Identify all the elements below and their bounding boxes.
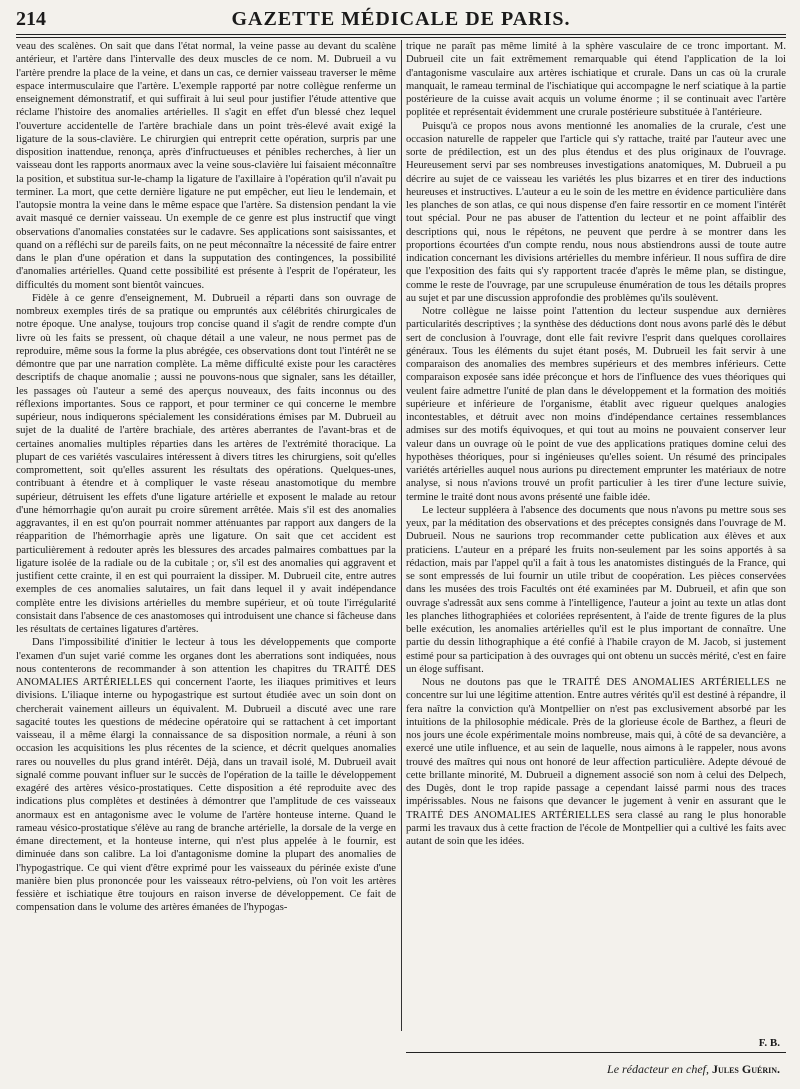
paragraph: Le lecteur suppléera à l'absence des documents que nous n'avons pu mettre sous ses yeux, par la méditation des observations et des préceptes consignés dans l'ouvrage de M. Dubrueil. Nous ne saurions trop recommander cette publication aux élèves et aux praticiens. L'auteur en a préparé les fruits non-seulement par les soins apportés à sa rédaction, mais par l'appel qu'il a fait à tous les anatomistes distingués de la France, qui se sont empressés de lui fournir un utile tribut de coopération. Les pièces conservées dans les musées des trois Facultés ont été examinées par M. Dubrueil, et afin que son ouvrage s'adressât aux sens comme à l'intelligence, l'auteur a joint au texte un atlas dont les planches lithographiées et coloriées représentent, à l'aide de trente figures de la plus belle exécution, les anomalies artérielles qu'il est le plus important de connaître. Une partie du dessin lithographique a été confié à l'habile crayon de M. Jacob, si justement estimé pour sa participation à des ouvrages qui ont obtenu un succès mérité, c'est en faire un éloge suffisant.	[406, 504, 786, 675]
paragraph: Nous ne doutons pas que le TRAITÉ DES ANOMALIES ARTÉRIELLES ne concentre sur lui une légitime attention. Entre autres vérités qu'il est destiné à répandre, il fera naître la conviction qu'à Montpellier on n'est pas exclusivement absorbé par les intuitions de la philosophie médicale. Près de la glorieuse école de Barthez, a fleuri de nos jours une école expérimentale moins nombreuse, mais qui, à côté de sa devancière, a exercé une utile influence, et au sein de laquelle, nous aimons à le rappeler, nous avons trouvé des maîtres qui nous ont honoré de leur affection particulière. Adepte dévoué de cette brillante minorité, M. Dubrueil a dignement associé son nom à celui des Delpech, des Dugès, dont le trop rapide passage a cependant laissé parmi nous des traces impérissables. Nous ne faisons que devancer le jugement à venir en assurant que le TRAITÉ DES ANOMALIES ARTÉRIELLES sera classé au rang le plus honorable parmi les travaux dus à cette fraction de l'école de Montpellier qui a cultivé les faits avec autant de soin que les idées.	[406, 677, 786, 847]
left-column	[16, 40, 396, 1031]
author-signature: F. B.	[758, 1037, 780, 1049]
editor-label: Le rédacteur en chef,	[607, 1062, 709, 1076]
paragraph: Puisqu'à ce propos nous avons mentionné les anomalies de la crurale, c'est une occasion naturelle de rappeler que l'article qui s'y rattache, traité par l'auteur avec une sorte de prédilection, est un des plus étendus et des plus originaux de l'ouvrage. Heureusement servi par ses nombreuses investigations anatomiques, M. Dubrueil a pu décrire au sujet de ce vaisseau les variétés les plus bizarres et en tirer des inductions heureuses et instructives. L'auteur a eu le soin de les mettre en évidence particulière dans les planches de son atlas, ce qui nous dispense d'en faire ressortir en ce moment l'intérêt tout spécial. Pour ne pas abuser de l'attention du lecteur et ne point affaiblir des descriptions qui, nous le répétons, ne peuvent que perdre à se montrer dans les proportions écourtées d'un compte rendu, nous nous abstiendrons aussi de toute autre indication concernant les divisions artérielles du membre inférieur. Il nous suffira de dire que l'exposition des faits qui s'y rapportent tracée d'après le même plan, se distingue, comme le reste de l'ouvrage, par une scrupuleuse énumération de tous les détails propres au sujet et par une discussion approfondie des problèmes qu'ils soulèvent.	[406, 120, 786, 304]
editor-name: Jules Guérin.	[711, 1062, 780, 1076]
header-rule-thin	[16, 37, 786, 38]
header-rule	[16, 34, 786, 35]
column-divider	[401, 40, 402, 1031]
paragraph: Fidèle à ce genre d'enseignement, M. Dubrueil a réparti dans son ouvrage de nombreux exemples tirés de sa pratique ou empruntés aux célébrités chirurgicales de notre époque. Une analyse, toujours trop concise quand il s'agit de rendre compte d'un livre où les faits se pressent, où chaque détail a une valeur, ne nous permet pas de reproduire, même sous la forme la plus abrégée, ces observations dont tout l'intérêt ne se démontre que par une narration complète. La même difficulté existe pour les caractères descriptifs de chaque anomalie ; aussi ne pouvons-nous que signaler, sans les détailler, les passages où l'auteur a semé des aperçus nouveaux, des faits inconnus ou des réflexions importantes. Sous ce rapport, et pour terminer ce qui concerne le membre supérieur, nous indiquerons spécialement les considérations émises par M. Dubrueil au sujet de la dualité de l'artère brachiale, des artères aberrantes de l'avant-bras et de certaines anomalies multiples réparties dans les artères de l'extrémité thoracique. La plupart de ces variétés vasculaires intéressent à divers titres les chirurgiens, soit qu'elles compromettent, soit qu'elles assurent les résultats des opérations. Quelques-unes, contribuant à étendre et à compliquer le vaste réseau anastomotique du membre supérieur, détruisent les effets d'une ligature artérielle et exposent le malade au retour d'une hémorrhagie qu'on aurait pu croire sûrement arrêtée. Mais s'il est des anomalies aggravantes, il en est qu'on pourrait nommer atténuantes par rapport aux dangers de la réapparition de l'hémorrhagie après une ligature. On sait que cet accident est particulièrement à redouter après les blessures des arcades palmaires combattues par la ligature isolée de la radiale ou de la cubitale ; or, s'il est des anomalies qui aggravent et justifient cette crainte, il en est qui pourraient la dissiper. M. Dubrueil cite, entre autres exemples de ces anomalies salutaires, un fait dans lequel il y avait indépendance complète entre les divisions artérielles du membre supérieur, et où toute l'irrégularité consistait dans l'absence de ces anastomoses qui introduisent une chance si fâcheuse dans les résultats de certaines ligatures d'artères.	[16, 292, 396, 635]
paragraph: Dans l'impossibilité d'initier le lecteur à tous les développements que comporte l'examen d'un sujet varié comme les organes dont les aberrations sont indiquées, nous nous contenterons de recommander à son attention les chapitres du TRAITÉ DES ANOMALIES ARTÉRIELLES qui concernent l'aorte, les iliaques primitives et leurs divisions. L'iliaque interne ou hypogastrique est surtout étudiée avec un soin dont on chercherait vainement ailleurs un équivalent. M. Dubrueil a discuté avec une rare sagacité toutes les questions de médecine opératoire qui se rattachent à cet important vaisseau, il a même élargi la connaissance de sa disposition normale, a réuni à son occasion les acquisitions les plus récentes de la science, et décrit quelques anomalies rares ou nouvelles du plus grand intérêt. Déjà, dans un travail isolé, M. Dubrueil avait signalé comme pouvant influer sur le succès de l'opération de la taille le développement exagéré des artères vésico-prostatiques. Cette disposition a été reproduite avec des indications plus complètes et destinées à démontrer que l'amplitude de ces vaisseaux anormaux est en antagonisme avec le volume de l'artère honteuse interne. Quand le rameau vésico-prostatique s'élève au rang de branche artérielle, la dorsale de la verge en émane directement, et la honteuse interne, qui n'est plus appelée à le fournir, est diminuée dans son calibre. La loi d'antagonisme domine la plupart des anomalies de l'hypogastrique. Ce qui vient d'être exprimé pour les vaisseaux du périnée existe d'une manière bien plus prononcée pour les vaisseaux rétro-pelviens, où l'on voit les artères fessière et ischiatique être toujours en raison inverse de développement. Ce fait de compensation dans le volume des artères émanées de l'hypogas-	[16, 637, 396, 914]
paragraph: Notre collègue ne laisse point l'attention du lecteur suspendue aux dernières particularités descriptives ; la synthèse des déductions dont nous avons parlé dès le début sert de conclusion à l'ouvrage, dont elle fait revivre l'esprit dans quelques corollaires généraux. Tous les éléments du sujet étant posés, M. Dubrueil les fait servir à une comparaison des anomalies des membres supérieurs et des membres inférieurs. Cette comparaison exposée sans idée préconçue et hors de l'influence des vues théoriques qui veulent faire admettre l'unité de plan dans le développement et la formation des moitiés supérieure et inférieure de l'organisme, établit avec rigueur quelques analogies incontestables, et détruit avec non moins d'indépendance certaines ressemblances admises sur des motifs équivoques, et qui tout au moins ne pouvaient conserver leur valeur dans un ouvrage où le point de vue des applications pratiques domine celui des hypothèses théoriques, pour si ingénieuses qu'elles soient. Un résumé des principales variétés artérielles auquel nous aurions pu directement emprunter les matériaux de notre analyse, si nous n'avions trouvé un profit particulier à les tirer d'une lecture suivie, termine le traité dont nous avons présenté une faible idée.	[406, 306, 786, 503]
right-column	[406, 40, 786, 1031]
paragraph: trique ne paraît pas même limité à la sphère vasculaire de ce tronc important. M. Dubrueil cite un fait extrêmement remarquable qui étend l'application de la loi d'antagonisme vasculaire aux artères ischiatique et crurale. Dans un cas où la crurale manquait, le rameau terminal de l'ischiatique qui accompagne le nerf sciatique à la partie postérieure de la cuisse avait acquis un volume énorme ; il se continuait avec l'artère poplitée et représentait évidemment une crurale postérieure substituée à l'antérieure.	[406, 41, 786, 119]
paragraph: veau des scalènes. On sait que dans l'état normal, la veine passe au devant du scalène antérieur, et l'artère dans l'intervalle des deux muscles de ce nom. M. Dubrueil a vu l'artère prendre la place de la veine, et dans un cas, ce dernier vaisseau traverser le même espace intermusculaire que l'artère. L'exemple rapporté par notre collègue renferme un enseignement démonstratif, et qui suffirait à lui seul pour justifier l'étude attentive que réclame l'histoire des anomalies artérielles. Il s'agit en effet d'un blessé chez lequel l'ouverture accidentelle de l'artère brachiale dans un point très-élevé avait exigé la ligature de la sous-clavière. Le chirurgien qui entreprit cette opération, surpris par une disposition inattendue, renonça, après d'infructueuses et pénibles recherches, à lier un vaisseau dont les rapports anormaux avec la veine sous-clavière lui faisaient méconnaître la position, et substitua sur-le-champ la ligature de l'axillaire à l'opération qu'il n'avait pu terminer. La mort, que cette dernière ligature ne put empêcher, eut lieu le lendemain, et l'autopsie montra la veine dans le même espace que l'artère. Sa distension pendant la vie avait masqué ce dernier vaisseau. Un exemple de ce genre est plus instructif que vingt observations d'anomalies constatées sur le cadavre. Ses applications sont saisissantes, et quand on a réfléchi sur de pareils faits, on ne peut méconnaître la nécessité de faire entrer dans le plan d'une opération et dans la supputation des contingences, la possibilité d'anomalies artérielles. Quand cette possibilité est présente à l'esprit de l'opérateur, les difficultés du moment sont bientôt vaincues.	[16, 41, 396, 291]
journal-title: GAZETTE MÉDICALE DE PARIS.	[231, 8, 571, 30]
page-header	[16, 6, 786, 36]
page-number: 214	[16, 8, 46, 30]
editor-line	[607, 1062, 780, 1077]
footer-rule	[406, 1052, 786, 1053]
